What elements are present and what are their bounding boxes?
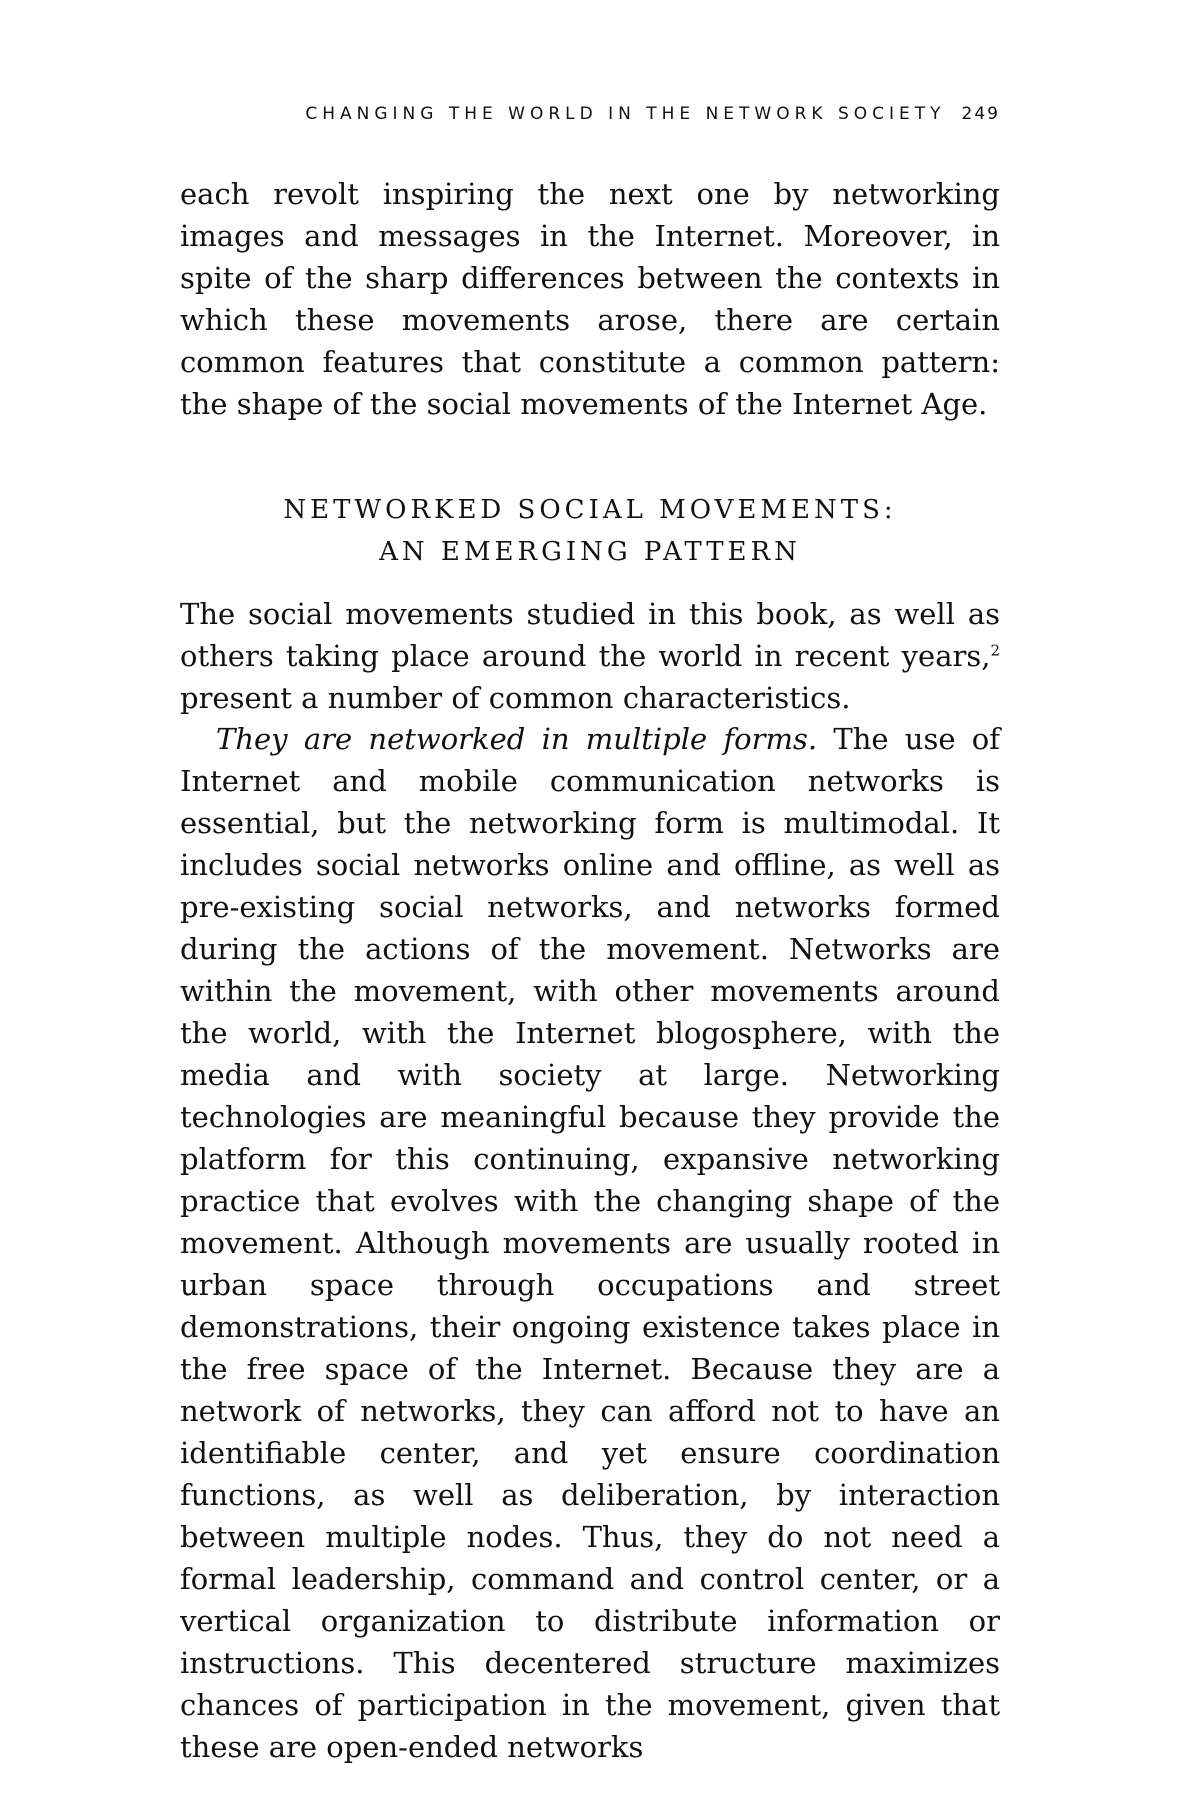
paragraph-2 — [180, 593, 1000, 719]
section-heading-line-2: AN EMERGING PATTERN — [379, 537, 801, 567]
paragraph-2-text-a: The social movements studied in this book, as well as others taking place around the world in recent years, — [180, 597, 1000, 673]
running-head-title: CHANGING THE WORLD IN THE NETWORK SOCIETY — [305, 104, 946, 124]
paragraph-1: each revolt inspiring the next one by networking images and messages in the Internet. Moreover, in spite of the sharp differences between the contexts in which these movements arose, there are certain common features that constitute a common pattern: the shape of the social movements of the Internet Age. — [180, 177, 1000, 421]
paragraph-2-text-b: present a number of common characteristics. — [180, 681, 851, 715]
paragraph-3-lead: They are networked in multiple forms. — [216, 722, 818, 756]
footnote-marker[interactable]: 2 — [990, 641, 1000, 660]
running-head — [180, 104, 1000, 124]
section-heading-line-1: NETWORKED SOCIAL MOVEMENTS: — [283, 495, 897, 525]
section-heading — [180, 489, 1000, 573]
book-page — [180, 0, 1000, 1801]
page-number: 249 — [961, 104, 1000, 124]
paragraph-3-body: The use of Internet and mobile communication networks is essential, but the networking form is multimodal. It includes social networks online and offline, as well as pre-existing social networks, and networks formed during the actions of the movement. Networks are within the movement, with other movements around the world, with the Internet blogosphere, with the media and with society at large. Networking technologies are meaningful because they provide the platform for this continuing, expansive networking practice that evolves with the changing shape of the movement. Although movements are usually rooted in urban space through occupations and street demonstrations, their ongoing existence takes place in the free space of the Internet. Because they are a network of networks, they can afford not to have an identifiable center, and yet ensure coordination functions, as well as deliberation, by interaction between multiple nodes. Thus, they do not need a formal leadership, command and control center, or a vertical organization to distribute information or instructions. This decentered structure maximizes chances of participation in the movement, given that these are open-ended networks — [180, 722, 1000, 1764]
paragraph-3 — [180, 718, 1000, 1768]
